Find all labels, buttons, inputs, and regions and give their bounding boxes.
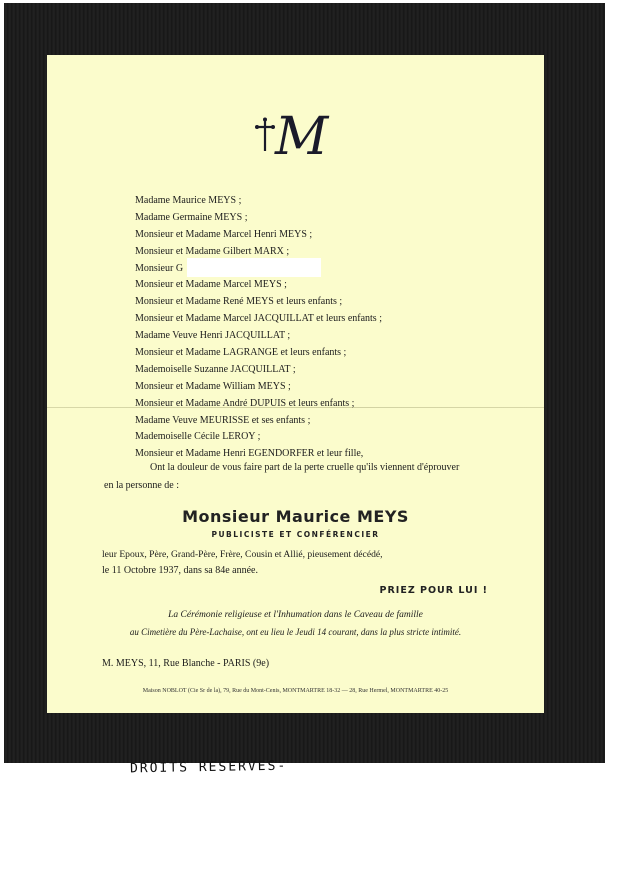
family-member: Madame Veuve Henri JACQUILLAT ; xyxy=(135,330,291,342)
family-member: Monsieur et Madame Marcel JACQUILLAT et leurs enfants ; xyxy=(135,313,382,325)
family-member: Monsieur et Madame Gilbert MARX ; xyxy=(135,245,290,257)
family-member: Monsieur et Madame Marcel Henri MEYS ; xyxy=(135,228,313,240)
redaction-box xyxy=(187,258,321,277)
family-member: Mademoiselle Cécile LEROY ; xyxy=(135,431,261,443)
relation-line-2: le 11 Octobre 1937, dans sa 84e année. xyxy=(102,565,258,576)
prayer-text: PRIEZ POUR LUI ! xyxy=(379,585,488,596)
ceremony-line-2: au Cimetière du Père-Lachaise, ont eu lieu le Jeudi 14 courant, dans la plus stricte intimité. xyxy=(129,627,462,637)
family-address: M. MEYS, 11, Rue Blanche - PARIS (9e) xyxy=(102,658,270,669)
handwritten-note: DROITS RESERVES- xyxy=(129,758,288,777)
family-member: Monsieur et Madame William MEYS ; xyxy=(135,380,291,392)
family-member: Mademoiselle Suzanne JACQUILLAT ; xyxy=(135,363,296,375)
family-member: Madame Maurice MEYS ; xyxy=(135,195,242,206)
deceased-profession: PUBLICISTE ET CONFÉRENCIER xyxy=(211,530,380,539)
monogram xyxy=(253,107,343,167)
family-member: Monsieur et Madame André DUPUIS et leurs enfants ; xyxy=(135,397,355,409)
ceremony-line-1: La Cérémonie religieuse et l'Inhumation dans le Caveau de famille xyxy=(168,610,423,620)
family-member: Madame Germaine MEYS ; xyxy=(135,211,248,223)
cross-icon xyxy=(253,117,277,153)
family-member: Monsieur G xyxy=(135,262,184,274)
family-member: Monsieur et Madame Marcel MEYS ; xyxy=(135,279,287,291)
deceased-name: Monsieur Maurice MEYS xyxy=(182,507,409,526)
funeral-announcement-card xyxy=(47,55,544,713)
printer-imprint: Maison NOBLOT (Cie Sr de la), 79, Rue du Mont-Cenis, MONTMARTRE 18-32 — 28, Rue Hermel, MONTMARTRE 40-25 xyxy=(142,688,449,694)
monogram-letter: M xyxy=(275,107,329,167)
family-member: Monsieur et Madame LAGRANGE et leurs enfants ; xyxy=(135,347,347,359)
family-list xyxy=(135,193,382,463)
announcement-line-2: en la personne de : xyxy=(104,480,179,491)
announcement-line-1: Ont la douleur de vous faire part de la perte cruelle qu'ils viennent d'éprouver xyxy=(150,462,460,473)
family-member: Monsieur et Madame Henri EGENDORFER et leur fille, xyxy=(135,448,364,460)
family-member: Madame Veuve MEURISSE et ses enfants ; xyxy=(135,414,311,426)
family-member: Monsieur et Madame René MEYS et leurs enfants ; xyxy=(135,296,343,308)
relation-line-1: leur Epoux, Père, Grand-Père, Frère, Cousin et Allié, pieusement décédé, xyxy=(102,549,383,560)
